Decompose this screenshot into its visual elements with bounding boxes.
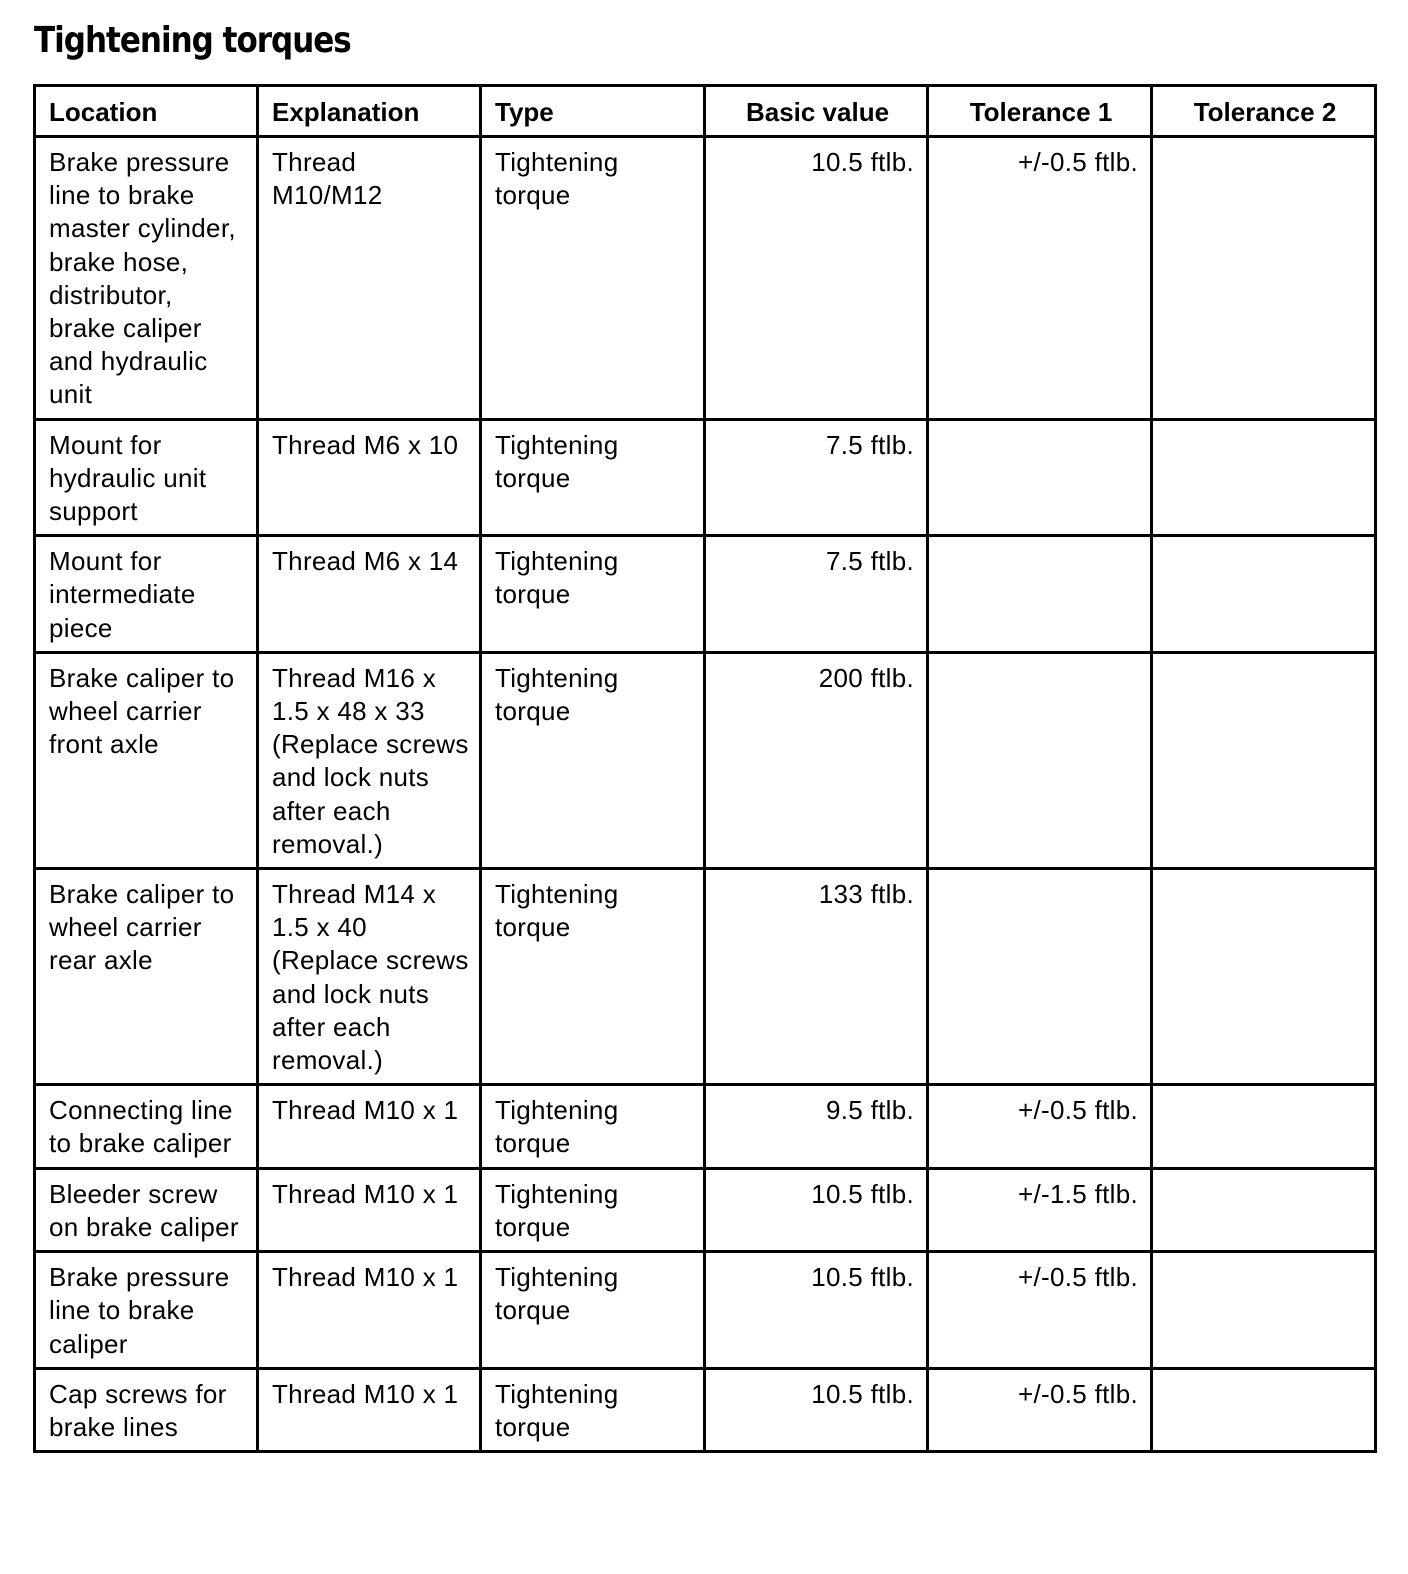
cell-location: Mount for hydraulic unit support bbox=[35, 419, 258, 536]
table-header-row bbox=[35, 86, 1376, 137]
cell-basic-value: 7.5 ftlb. bbox=[705, 419, 928, 536]
cell-explanation: Thread M6 x 10 bbox=[258, 419, 481, 536]
cell-basic-value: 10.5 ftlb. bbox=[705, 1368, 928, 1451]
cell-explanation: Thread M16 x 1.5 x 48 x 33 (Replace screws and lock nuts after each removal.) bbox=[258, 652, 481, 868]
cell-type: Tightening torque bbox=[481, 536, 705, 653]
table-row bbox=[35, 1085, 1376, 1168]
cell-tolerance-2 bbox=[1152, 1368, 1376, 1451]
column-header-location: Location bbox=[35, 86, 258, 137]
cell-tolerance-1 bbox=[928, 869, 1152, 1085]
cell-tolerance-1: +/-0.5 ftlb. bbox=[928, 1368, 1152, 1451]
cell-location: Bleeder screw on brake caliper bbox=[35, 1168, 258, 1251]
cell-type: Tightening torque bbox=[481, 419, 705, 536]
cell-tolerance-1: +/-0.5 ftlb. bbox=[928, 137, 1152, 420]
column-header-explanation: Explanation bbox=[258, 86, 481, 137]
cell-tolerance-2 bbox=[1152, 869, 1376, 1085]
column-header-type: Type bbox=[481, 86, 705, 137]
cell-location: Connecting line to brake caliper bbox=[35, 1085, 258, 1168]
torque-table bbox=[33, 84, 1377, 1453]
cell-basic-value: 10.5 ftlb. bbox=[705, 137, 928, 420]
page-title: Tightening torques bbox=[34, 20, 351, 62]
cell-explanation: Thread M10 x 1 bbox=[258, 1085, 481, 1168]
cell-explanation: Thread M10/M12 bbox=[258, 137, 481, 420]
cell-type: Tightening torque bbox=[481, 1085, 705, 1168]
cell-tolerance-2 bbox=[1152, 1252, 1376, 1369]
cell-tolerance-1: +/-0.5 ftlb. bbox=[928, 1252, 1152, 1369]
cell-type: Tightening torque bbox=[481, 1168, 705, 1251]
cell-type: Tightening torque bbox=[481, 869, 705, 1085]
table-row bbox=[35, 652, 1376, 868]
cell-explanation: Thread M14 x 1.5 x 40 (Replace screws and lock nuts after each removal.) bbox=[258, 869, 481, 1085]
cell-explanation: Thread M10 x 1 bbox=[258, 1252, 481, 1369]
cell-type: Tightening torque bbox=[481, 137, 705, 420]
column-header-basic-value: Basic value bbox=[705, 86, 928, 137]
cell-explanation: Thread M10 x 1 bbox=[258, 1368, 481, 1451]
cell-tolerance-2 bbox=[1152, 419, 1376, 536]
cell-tolerance-1 bbox=[928, 652, 1152, 868]
table-row bbox=[35, 1252, 1376, 1369]
table-row bbox=[35, 869, 1376, 1085]
table-row bbox=[35, 419, 1376, 536]
cell-tolerance-2 bbox=[1152, 536, 1376, 653]
cell-location: Brake caliper to wheel carrier front axle bbox=[35, 652, 258, 868]
cell-location: Cap screws for brake lines bbox=[35, 1368, 258, 1451]
column-header-tolerance-1: Tolerance 1 bbox=[928, 86, 1152, 137]
cell-location: Brake pressure line to brake caliper bbox=[35, 1252, 258, 1369]
cell-basic-value: 10.5 ftlb. bbox=[705, 1252, 928, 1369]
table-row bbox=[35, 536, 1376, 653]
cell-tolerance-1: +/-1.5 ftlb. bbox=[928, 1168, 1152, 1251]
cell-tolerance-1 bbox=[928, 536, 1152, 653]
cell-location: Brake pressure line to brake master cylinder, brake hose, distributor, brake caliper and hydraulic unit bbox=[35, 137, 258, 420]
cell-basic-value: 9.5 ftlb. bbox=[705, 1085, 928, 1168]
cell-type: Tightening torque bbox=[481, 652, 705, 868]
cell-explanation: Thread M6 x 14 bbox=[258, 536, 481, 653]
cell-basic-value: 200 ftlb. bbox=[705, 652, 928, 868]
cell-tolerance-1: +/-0.5 ftlb. bbox=[928, 1085, 1152, 1168]
cell-location: Brake caliper to wheel carrier rear axle bbox=[35, 869, 258, 1085]
cell-tolerance-2 bbox=[1152, 1085, 1376, 1168]
table-row bbox=[35, 137, 1376, 420]
table-row bbox=[35, 1368, 1376, 1451]
table-row bbox=[35, 1168, 1376, 1251]
cell-explanation: Thread M10 x 1 bbox=[258, 1168, 481, 1251]
cell-tolerance-2 bbox=[1152, 652, 1376, 868]
cell-type: Tightening torque bbox=[481, 1368, 705, 1451]
cell-basic-value: 7.5 ftlb. bbox=[705, 536, 928, 653]
cell-basic-value: 133 ftlb. bbox=[705, 869, 928, 1085]
cell-tolerance-1 bbox=[928, 419, 1152, 536]
cell-tolerance-2 bbox=[1152, 137, 1376, 420]
cell-location: Mount for intermediate piece bbox=[35, 536, 258, 653]
cell-type: Tightening torque bbox=[481, 1252, 705, 1369]
column-header-tolerance-2: Tolerance 2 bbox=[1152, 86, 1376, 137]
cell-basic-value: 10.5 ftlb. bbox=[705, 1168, 928, 1251]
cell-tolerance-2 bbox=[1152, 1168, 1376, 1251]
